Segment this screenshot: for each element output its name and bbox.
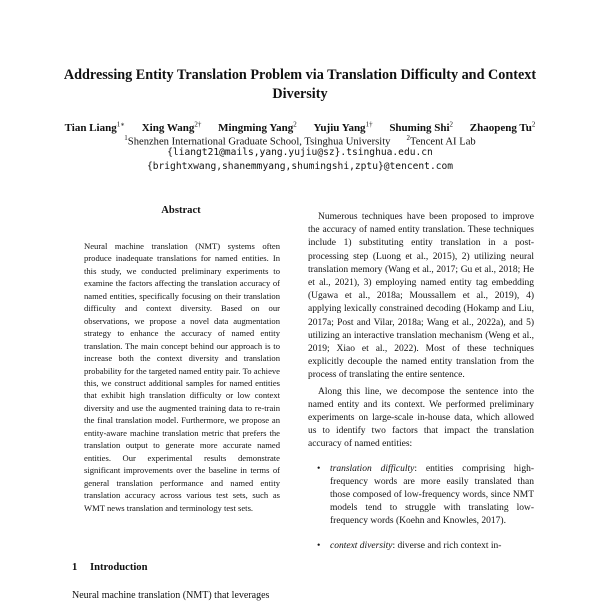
intro-text: Neural machine translation (NMT) that leverages [72,590,270,601]
bullet-icon: • [317,463,321,474]
author: Yujiu Yang$^{1\dagger}$ [313,120,373,134]
author: Mingming Yang$^2$ [218,120,297,134]
paragraph: Along this line, we decompose the sentence into the named entity and its context. We performed preliminary experiments on large-scale in-house data, which allowed us to identify two factors that impact the translation accuracy of named entities: [308,386,534,450]
paper-title: Addressing Entity Translation Problem via Translation Difficulty and Context Diversity [63,67,537,102]
author: Zhaopeng Tu$^2$ [469,120,536,134]
author: Xing Wang$^{2\dagger}$ [141,120,202,134]
right-column [308,211,534,553]
bullet-icon: • [317,540,321,551]
author: Tian Liang$^{1∗}$ [64,120,125,134]
list-item: • context diversity: diverse and rich context in- [308,540,534,553]
list-item: • translation difficulty: entities comprising high-frequency words are more easily translated than those composed of low-frequency words, since NMT models tend to struggle with translating low-frequency words (Koehn and Knowles, 2017). [317,463,534,527]
affiliation: Tencent AI Lab [409,136,476,148]
author: Shuming Shi$^2$ [389,120,454,134]
abstract-heading: Abstract [161,205,201,216]
paragraph: Numerous techniques have been proposed to improve the accuracy of named entity translation. These techniques include 1) substituting entity translation in a post-processing step (Luong et al., 2015), 2) utilizing neural translation memory (Wang et al., 2017; Gu et al., 2018; He et al., 2021), 3) employing named entity tag embedding (Ugawa et al., 2018a; Moussallem et al., 2019), 4) applying lexically constrained decoding (Hokamp and Liu, 2017a; Post and Vilar, 2018a; Wang et al., 2022a), and 5) utilizing an interactive translation mechanism (Weng et al., 2019; Xiao et al., 2022). Most of these techniques explicitly decouple the named entity translation from the process of translating the entire sentence. [308,212,534,381]
email-line: {brightxwang,shanemmyang,shumingshi,zptu}@tencent.com [146,161,454,172]
section-heading: 1 Introduction [72,562,148,573]
email-line: {liangt21@mails,yang.yujiu@sz}.tsinghua.edu.cn [167,147,433,158]
affiliations: $^1$Shenzhen International Graduate School, Tsinghua University $^2$Tencent AI Lab [124,134,476,148]
affiliation: Shenzhen International Graduate School, Tsinghua University [127,136,391,148]
abstract-body: Neural machine translation (NMT) systems often produce inadequate translations for named entities. In this study, we conducted preliminary experiments to examine the factors affecting the translation accuracy of named entities, specifically focusing on their translation difficulty and context diversity. Based on our observations, we propose a novel data augmentation strategy to enhance the accuracy of named entity translation. The main concept behind our approach is to increase both the context diversity and translation probability for the targeted named entity pair. To achieve this, we construct additional samples for named entities that exhibit high translation difficulty or low context diversity and use the augmented training data to re-train the final translation model. Furthermore, we propose an entity-aware machine translation metric that prefers the translation output to generate more accurate named entities. Our experimental results demonstrate significant improvements over the baseline in terms of general translation performance and named entity translation accuracy across various test sets, such as WMT news translation and terminology test sets. [84,241,280,513]
factor-list [308,463,534,553]
